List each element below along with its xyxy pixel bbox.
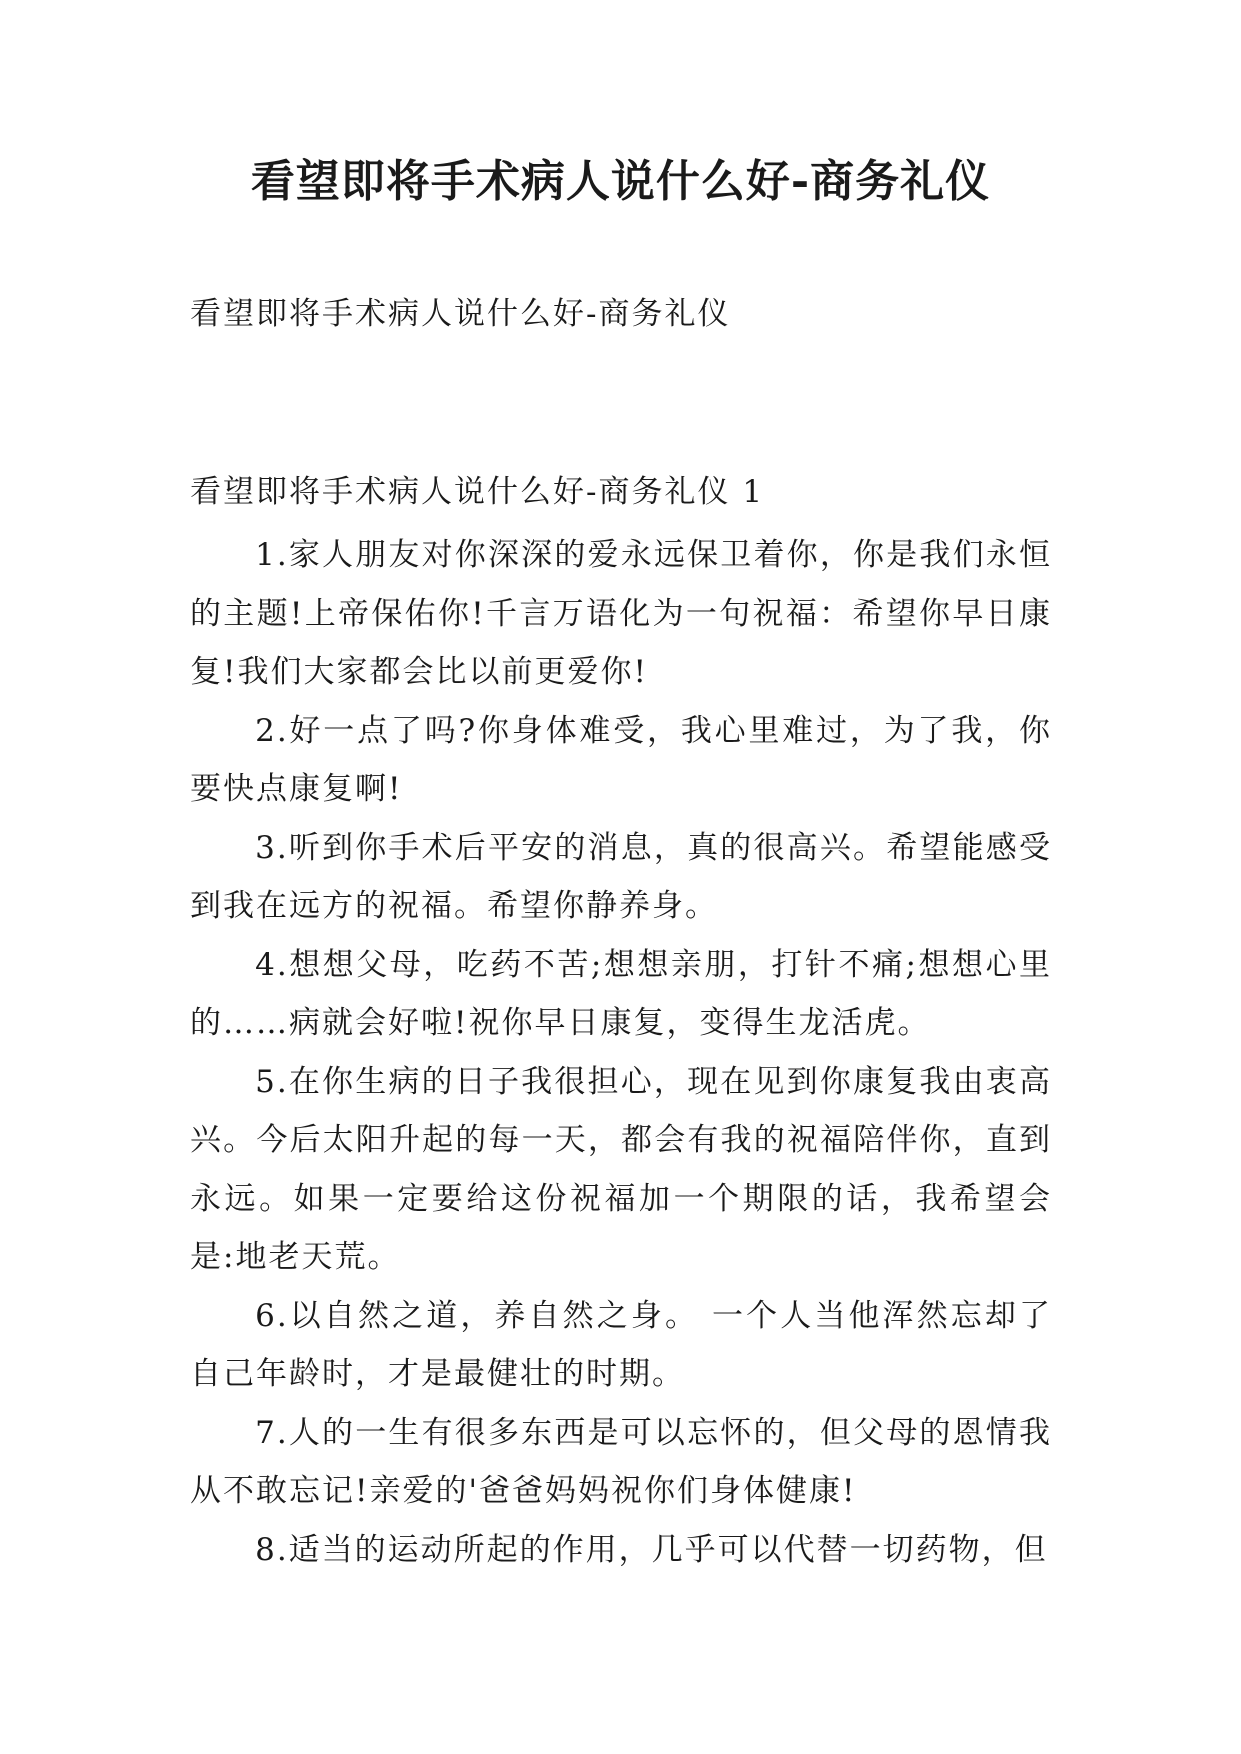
paragraph-1: 1.家人朋友对你深深的爱永远保卫着你，你是我们永恒的主题!上帝保佑你!千言万语化为一句祝福：希望你早日康复!我们大家都会比以前更爱你! (190, 537, 1052, 690)
paragraph-8: 8.适当的运动所起的作用，几乎可以代替一切药物，但 (255, 1531, 1048, 1568)
paragraph-5: 5.在你生病的日子我很担心，现在见到你康复我由衷高兴。今后太阳升起的每一天，都会有我的祝福陪伴你，直到永远。如果一定要给这份祝福加一个期限的话，我希望会是:地老天荒。 (190, 1063, 1052, 1275)
paragraph-3: 3.听到你手术后平安的消息，真的很高兴。希望能感受到我在远方的祝福。希望你静养身。 (190, 829, 1052, 924)
paragraph-6: 6.以自然之道，养自然之身。 一个人当他浑然忘却了自己年龄时，才是最健壮的时期。 (190, 1297, 1052, 1392)
paragraph-4: 4.想想父母，吃药不苦;想想亲朋，打针不痛;想想心里的……病就会好啦!祝你早日康复，变得生龙活虎。 (190, 946, 1052, 1041)
section-heading: 看望即将手术病人说什么好-商务礼仪 1 (190, 474, 765, 510)
paragraph-7: 7.人的一生有很多东西是可以忘怀的，但父母的恩情我从不敢忘记!亲爱的'爸爸妈妈祝你们身体健康! (190, 1414, 1052, 1509)
document-title: 看望即将手术病人说什么好-商务礼仪 (250, 156, 991, 207)
document-subtitle: 看望即将手术病人说什么好-商务礼仪 (190, 296, 731, 332)
paragraph-2: 2.好一点了吗?你身体难受，我心里难过，为了我，你要快点康复啊! (190, 712, 1052, 807)
body-text (190, 526, 1052, 1579)
